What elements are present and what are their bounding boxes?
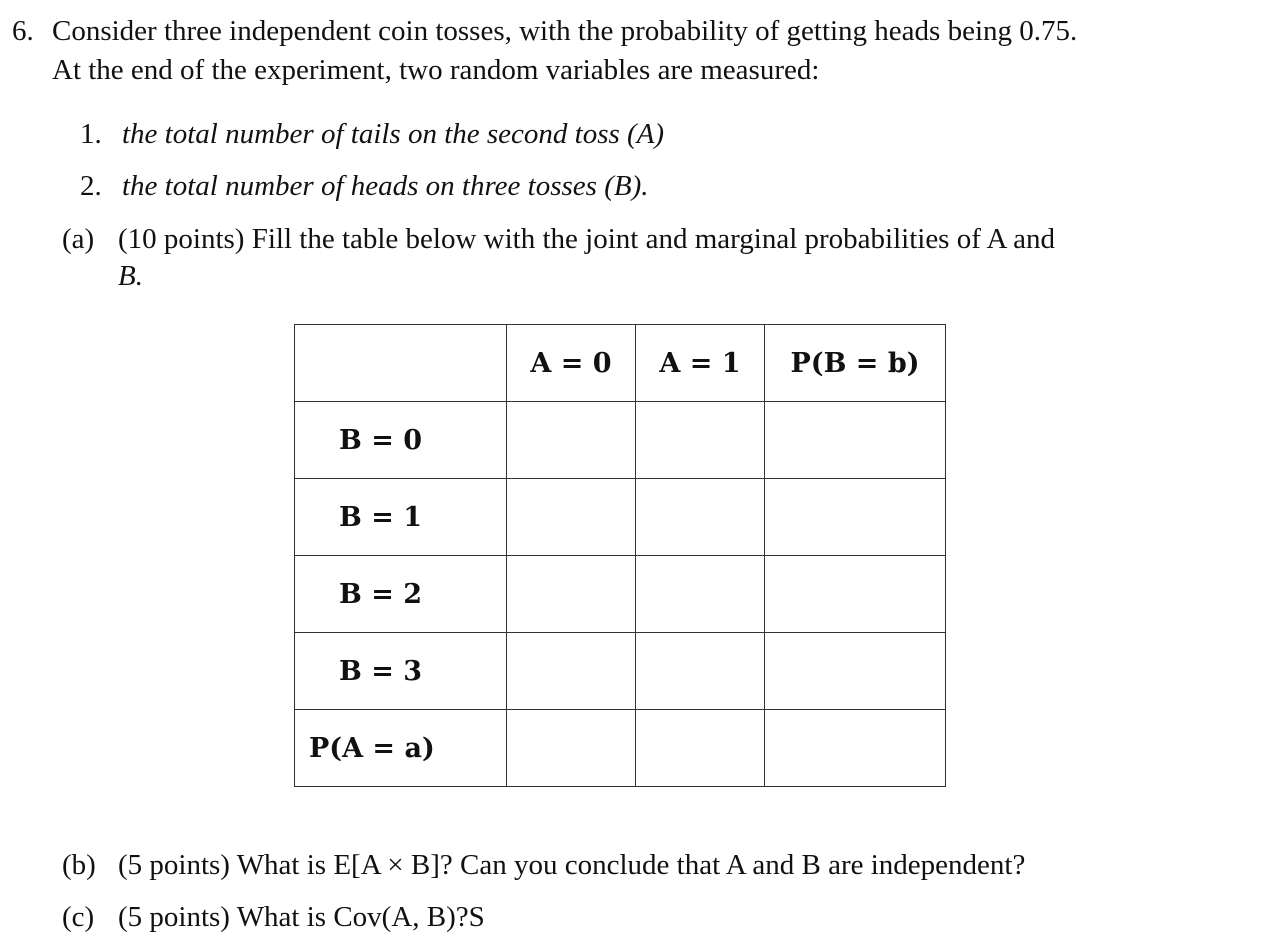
table-cell[interactable] xyxy=(636,402,765,479)
part-b-label: (b) xyxy=(62,849,96,881)
variable-2-number: 2. xyxy=(80,170,102,202)
part-c-text: (5 points) What is Cov(A, B)?S xyxy=(118,901,485,933)
table-cell[interactable] xyxy=(636,479,765,556)
problem-statement-line-2: At the end of the experiment, two random variables are measured: xyxy=(52,54,820,86)
table-row xyxy=(295,402,946,479)
table-row xyxy=(295,479,946,556)
table-row xyxy=(295,556,946,633)
table-cell[interactable] xyxy=(507,633,636,710)
table-cell[interactable] xyxy=(765,479,946,556)
table-row xyxy=(295,710,946,787)
row-label-marginal-a: P(A = a) xyxy=(295,710,507,787)
problem-number: 6. xyxy=(12,15,34,47)
table-header-marginal-b: P(B = b) xyxy=(765,325,946,402)
part-a-label: (a) xyxy=(62,223,95,255)
table-header-row xyxy=(295,325,946,402)
table-cell[interactable] xyxy=(507,479,636,556)
table-cell[interactable] xyxy=(507,402,636,479)
row-label-b2: B = 2 xyxy=(295,556,507,633)
row-label-b1: B = 1 xyxy=(295,479,507,556)
table-cell[interactable] xyxy=(507,710,636,787)
part-a-text-continued: B. xyxy=(118,260,143,292)
probability-table xyxy=(294,324,946,787)
row-label-b3: B = 3 xyxy=(295,633,507,710)
table-header-a0: A = 0 xyxy=(507,325,636,402)
variable-1-description: the total number of tails on the second toss (A) xyxy=(122,118,665,150)
part-b-text: (5 points) What is E[A × B]? Can you conclude that A and B are independent? xyxy=(118,849,1026,881)
table-cell[interactable] xyxy=(636,710,765,787)
table-row xyxy=(295,633,946,710)
table-cell[interactable] xyxy=(765,556,946,633)
table-cell[interactable] xyxy=(636,633,765,710)
table-header-corner xyxy=(295,325,507,402)
table-cell[interactable] xyxy=(765,633,946,710)
table-cell[interactable] xyxy=(636,556,765,633)
variable-1-number: 1. xyxy=(80,118,102,150)
table-header-a1: A = 1 xyxy=(636,325,765,402)
table-cell[interactable] xyxy=(765,402,946,479)
variable-2-description: the total number of heads on three tosses (B). xyxy=(122,170,649,202)
part-c-label: (c) xyxy=(62,901,95,933)
row-label-b0: B = 0 xyxy=(295,402,507,479)
part-a-text: (10 points) Fill the table below with the joint and marginal probabilities of A and xyxy=(118,223,1055,255)
problem-statement-line-1: Consider three independent coin tosses, with the probability of getting heads being 0.75. xyxy=(52,15,1078,47)
table-cell[interactable] xyxy=(765,710,946,787)
table-cell[interactable] xyxy=(507,556,636,633)
